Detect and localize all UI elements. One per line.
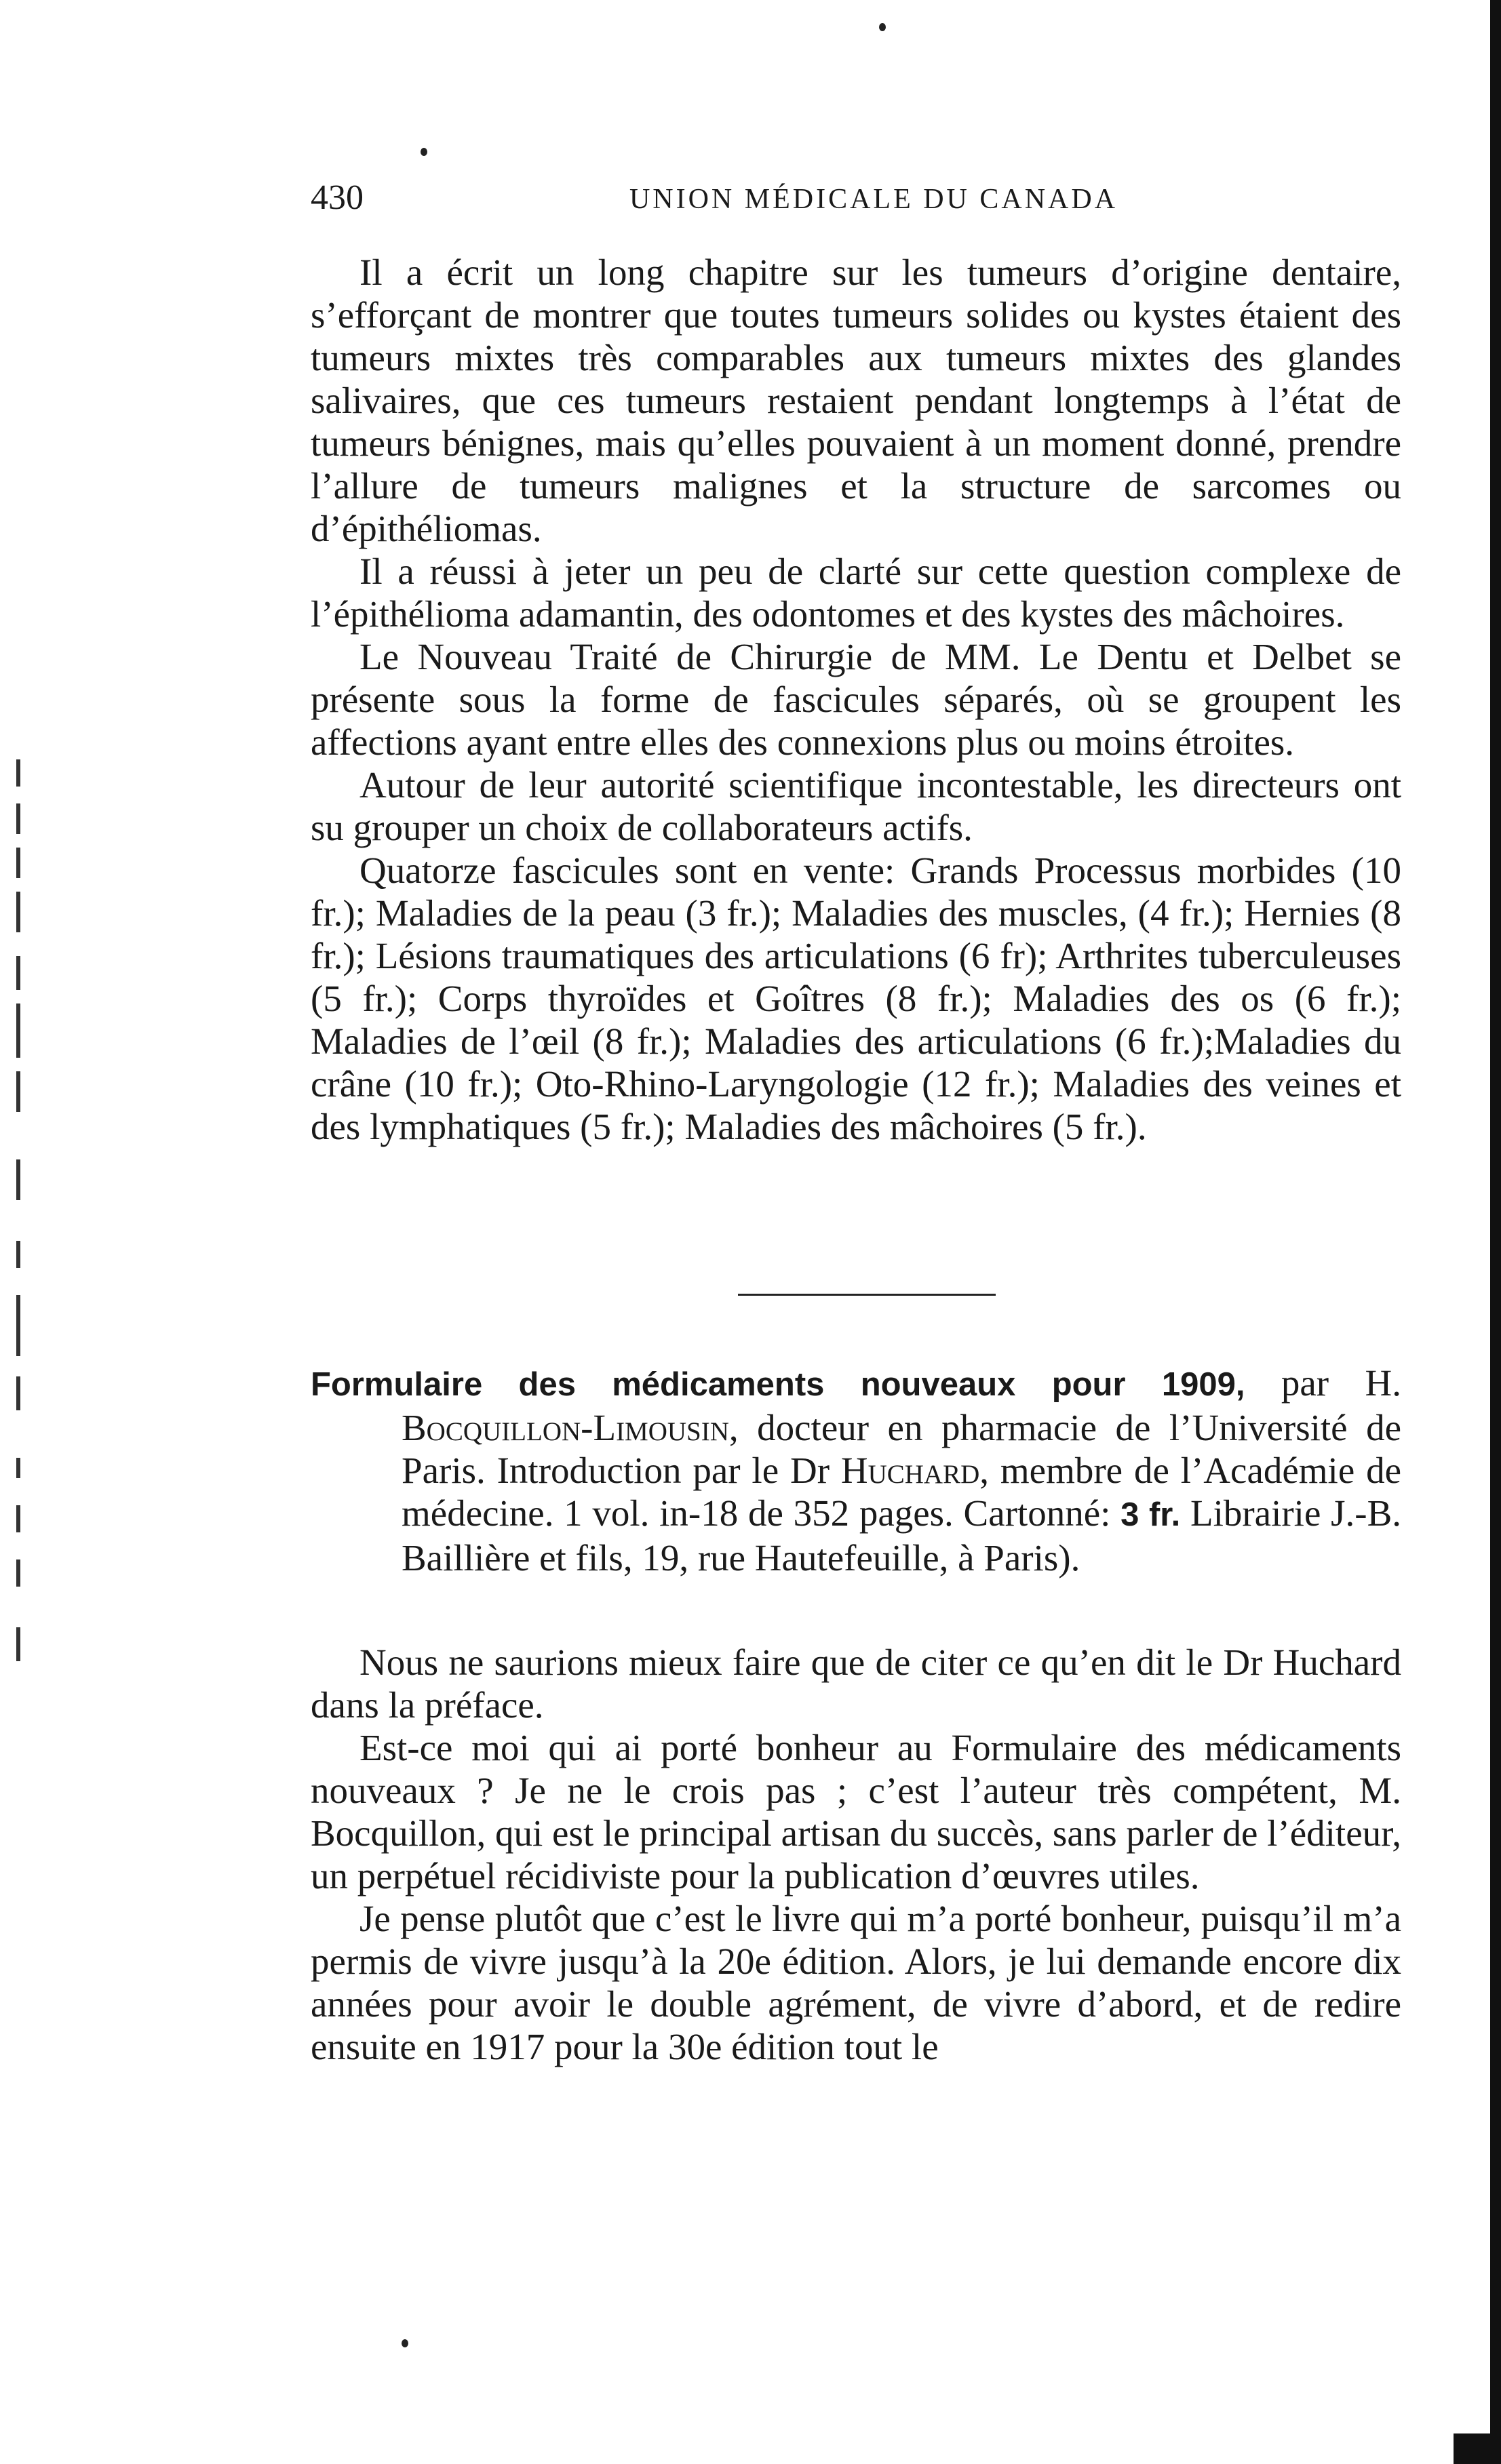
page-edge-shadow <box>1454 2433 1501 2464</box>
margin-marks <box>0 719 41 1736</box>
margin-mark <box>16 1627 20 1661</box>
page-number: 430 <box>311 178 364 217</box>
paragraph-1: Il a écrit un long chapitre sur les tumeurs d’origine dentaire, s’efforçant de montrer que toutes tumeurs solides ou kystes étaient des tumeurs mixtes très comparables aux tumeurs mixtes des glandes salivaires, que ces tumeurs restaient pendant longtemps à l’état de tumeurs bénignes, mais qu’elles pouvaient à un moment donné, prendre l’allure de tumeurs malignes et la structure de sarcomes ou d’épithéliomas. <box>311 252 1401 549</box>
body-text-top <box>311 251 1401 1148</box>
margin-mark <box>16 1376 20 1410</box>
margin-mark <box>16 1071 20 1112</box>
margin-mark <box>16 1458 20 1478</box>
page-edge-shadow <box>1490 0 1501 2464</box>
margin-mark <box>16 1159 20 1200</box>
speck <box>402 2339 408 2347</box>
margin-mark <box>16 803 20 834</box>
margin-mark <box>16 1004 20 1058</box>
journal-title: UNION MÉDICALE DU CANADA <box>629 184 1118 215</box>
paragraph-3: Le Nouveau Traité de Chirurgie de MM. Le Dentu et Delbet se présente sous la forme de fascicules séparés, où se groupent les affections ayant entre elles des connexions plus ou moins étroites. <box>311 636 1401 763</box>
intro-author-name: Huchard <box>840 1450 980 1491</box>
review-title: Formulaire des médicaments nouveaux pour 1909, <box>311 1366 1245 1403</box>
speck <box>879 23 886 31</box>
paragraph-4: Autour de leur autorité scientifique incontestable, les directeurs ont su grouper un choix de collaborateurs actifs. <box>311 764 1401 848</box>
section-divider <box>738 1294 996 1296</box>
citation-text: Librairie J.-B. Baillière et fils, 19, rue Hautefeuille, à Paris). <box>402 1492 1402 1578</box>
speck <box>421 148 427 156</box>
citation <box>311 1362 1401 1579</box>
citation-text: , docteur en pharmacie de l’Université de Paris. Introduction par le Dr <box>402 1407 1401 1491</box>
margin-mark <box>16 956 20 990</box>
margin-mark <box>16 892 20 932</box>
paragraph-5: Quatorze fascicules sont en vente: Grands Processus morbides (10 fr.); Maladies de la peau (3 fr.); Maladies des muscles, (4 fr.); Hernies (8 fr.); Lésions traumatiques des articulations (6 fr); Arthrites tuberculeuses (5 fr.); Corps thyroïdes et Goîtres (8 fr.); Maladies des os (6 fr.); Maladies de l’œil (8 fr.); Maladies des articulations (6 fr.);Maladies du crâne (10 fr.); Oto-Rhino-Laryngologie (12 fr.); Maladies des veines et des lymphatiques (5 fr.); Maladies des mâchoires (5 fr.). <box>311 850 1401 1147</box>
paragraph-7: Est-ce moi qui ai porté bonheur au Formulaire des médicaments nouveaux ? Je ne le crois pas ; c’est l’auteur très compétent, M. Bocquillon, qui est le principal artisan du succès, sans parler de l’éditeur, un perpétuel récidiviste pour la publication d’œuvres utiles. <box>311 1727 1401 1896</box>
price: 3 fr. <box>1120 1496 1181 1533</box>
margin-mark <box>16 1295 20 1356</box>
author-name: Bocquillon-Limousin <box>402 1407 729 1448</box>
paragraph-6: Nous ne saurions mieux faire que de citer ce qu’en dit le Dr Huchard dans la préface. <box>311 1642 1401 1726</box>
margin-mark <box>16 848 20 878</box>
body-text-bottom <box>311 1641 1401 2068</box>
margin-mark <box>16 1559 20 1587</box>
citation-text: , membre de l’Académie de médecine. 1 vol. in-18 de 352 pages. Cartonné: <box>402 1450 1402 1534</box>
paragraph-2: Il a réussi à jeter un peu de clarté sur cette question complexe de l’épithélioma adamantin, des odontomes et des kystes des mâchoires. <box>311 551 1401 635</box>
margin-mark <box>16 759 20 787</box>
margin-mark <box>16 1241 20 1268</box>
margin-mark <box>16 1505 20 1532</box>
paragraph-8: Je pense plutôt que c’est le livre qui m’a porté bonheur, puisqu’il m’a permis de vivre jusqu’à la 20e édition. Alors, je lui demande encore dix années pour avoir le double agrément, de vivre d’abord, et de redire ensuite en 1917 pour la 30e édition tout le <box>311 1898 1401 2067</box>
running-head <box>311 178 1437 225</box>
citation-text: par H. <box>1245 1362 1401 1404</box>
book-review-citation <box>311 1362 1401 1579</box>
